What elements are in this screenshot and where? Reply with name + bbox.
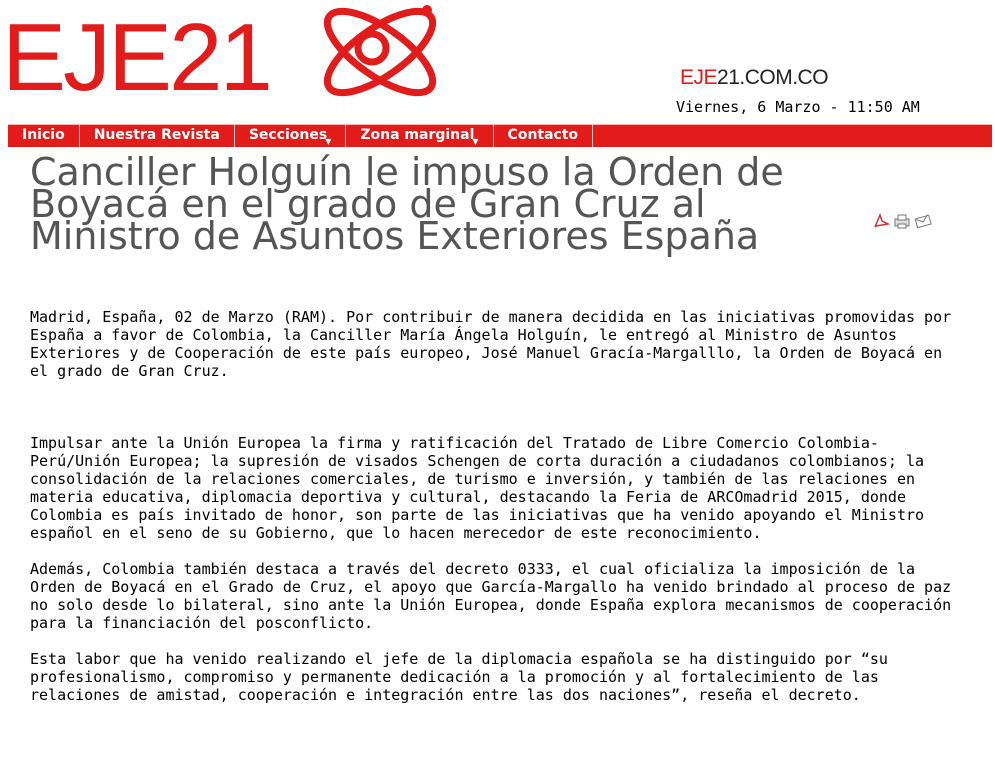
pdf-icon[interactable]: [872, 212, 890, 230]
nav-inicio[interactable]: [8, 125, 80, 147]
article-body: [30, 308, 960, 704]
main-nav: [8, 124, 992, 147]
eje21-logo[interactable]: [2, 2, 522, 112]
nav-label: Zona marginal: [360, 127, 475, 143]
nav-label: Inicio: [22, 127, 65, 143]
print-icon[interactable]: [893, 212, 911, 230]
current-date: Viernes, 6 Marzo - 11:50 AM: [676, 98, 920, 116]
svg-text:EJE21: EJE21: [2, 4, 270, 111]
nav-label: Nuestra Revista: [93, 127, 220, 143]
email-icon[interactable]: [914, 212, 932, 230]
article-paragraph: Además, Colombia también destaca a través del decreto 0333, el cual oficializa la imposición de la Orden de Boyacá en el Grado de Cruz, el apoyo que García-Margallo ha venido brindado al proceso de paz no solo desde lo bilateral, sino ante la Unión Europea, donde España explora mecanismos de cooperación para la financiación del posconflicto.: [30, 560, 952, 632]
nav-contacto[interactable]: [494, 125, 594, 147]
nav-nuestra-revista[interactable]: [80, 125, 235, 147]
site-url-rest: 21.COM.CO: [717, 66, 829, 89]
dropdown-arrow-icon: ▼: [472, 137, 479, 146]
nav-label: Contacto: [507, 127, 579, 143]
site-url[interactable]: [680, 66, 828, 90]
dropdown-arrow-icon: ▼: [325, 137, 332, 146]
nav-label: Secciones: [248, 127, 328, 143]
article-tools: [872, 212, 932, 230]
nav-zona-marginal[interactable]: [346, 125, 493, 147]
article-paragraph: Madrid, España, 02 de Marzo (RAM). Por contribuir de manera decidida en las iniciativas promovidas por España a favor de Colombia, la Canciller María Ángela Holguín, le entregó al Ministro de Asuntos Exteriores y de Cooperación de este país europeo, José Manuel Gracía-Margalllo, la Orden de Boyacá en el grado de Gran Cruz.: [30, 308, 952, 380]
article-paragraph: Esta labor que ha venido realizando el jefe de la diplomacia española se ha distinguido por “su profesionalismo, compromiso y permanente dedicación a la promoción y al fortalecimiento de las relaciones de amistad, cooperación e integración entre las dos naciones”, reseña el decreto.: [30, 650, 888, 704]
nav-secciones[interactable]: [235, 125, 347, 147]
article-title: Canciller Holguín le impuso la Orden de Boyacá en el grado de Gran Cruz al Ministro de Asuntos Exteriores España: [30, 150, 784, 258]
site-url-prefix: EJE: [680, 66, 718, 89]
article-paragraph: Impulsar ante la Unión Europea la firma y ratificación del Tratado de Libre Comercio Colombia- Perú/Unión Europea; la supresión de visados Schengen de corta duración a ciudadanos colombianos; la consolidación de la relaciones comerciales, de turismo e inversión, y también de las relaciones en materia educativa, diplomacia deportiva y cultural, destacando la Feria de ARCOmadrid 2015, donde Colombia es país invitado de honor, son parte de las iniciativas que ha venido apoyando el Ministro español en el seno de su Gobierno, que lo hacen merecedor de este reconocimiento.: [30, 434, 925, 542]
